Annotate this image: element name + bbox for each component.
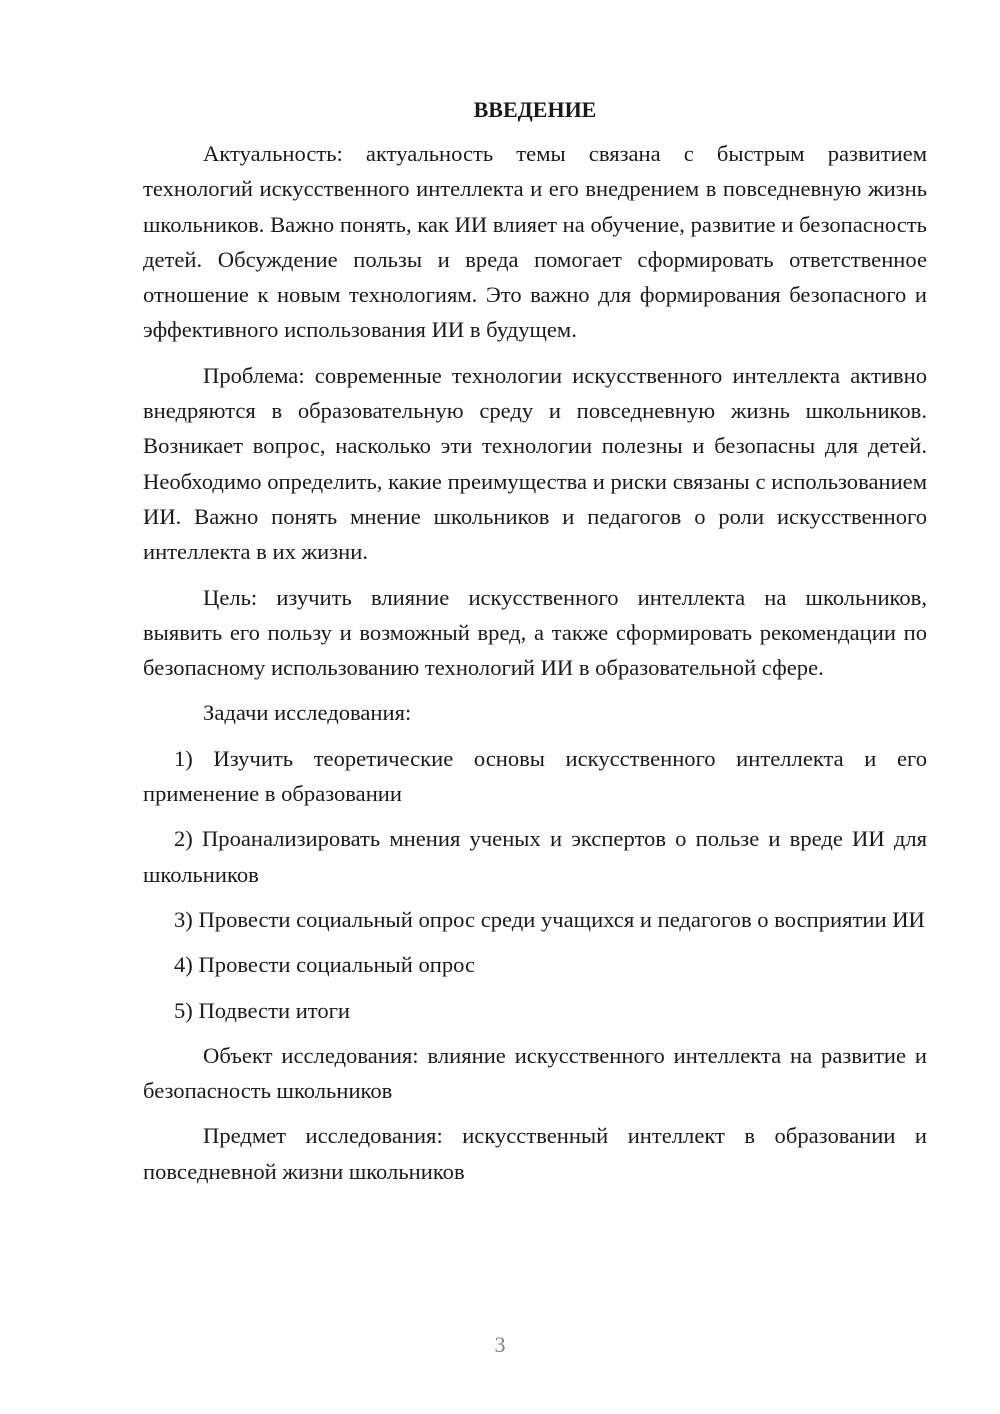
page-content: [143, 92, 927, 1199]
tasks-heading: Задачи исследования:: [203, 700, 412, 726]
page-number: 3: [494, 1332, 506, 1357]
task-item-4: 4) Провести социальный опрос: [174, 952, 476, 978]
paragraph-goal: Цель: изучить влияние искусственного интеллекта на школьников, выявить его пользу и возможный вред, а также сформировать рекомендации по безопасному использованию технологий ИИ в образовательной сфере.: [143, 584, 927, 681]
paragraph-problem: Проблема: современные технологии искусственного интеллекта активно внедряются в образовательную среду и повседневную жизнь школьников. Возникает вопрос, насколько эти технологии полезны и безопасны для детей. Необходимо определить, какие преимущества и риски связаны с использованием ИИ. Важно понять мнение школьников и педагогов о роли искусственного интеллекта в их жизни.: [143, 362, 927, 565]
paragraph-subject: Предмет исследования: искусственный интеллект в образовании и повседневной жизни школьников: [143, 1123, 927, 1184]
paragraph-object: Объект исследования: влияние искусственного интеллекта на развитие и безопасность школьников: [143, 1042, 927, 1104]
task-item-2: 2) Проанализировать мнения ученых и экспертов о пользе и вреде ИИ для школьников: [143, 826, 927, 887]
task-item-5: 5) Подвести итоги: [174, 997, 351, 1023]
paragraph-relevance: Актуальность: актуальность темы связана с быстрым развитием технологий искусственного интеллекта и его внедрением в повседневную жизнь школьников. Важно понять, как ИИ влияет на обучение, развитие и безопасность детей. Обсуждение пользы и вреда помогает сформировать ответственное отношение к новым технологиям. Это важно для формирования безопасного и эффективного использования ИИ в будущем.: [143, 141, 927, 343]
task-item-1: 1) Изучить теоретические основы искусственного интеллекта и его применение в образовании: [143, 745, 927, 807]
page-title: ВВЕДЕНИЕ: [473, 97, 597, 122]
task-item-3: 3) Провести социальный опрос среди учащихся и педагогов о восприятии ИИ: [174, 906, 925, 932]
